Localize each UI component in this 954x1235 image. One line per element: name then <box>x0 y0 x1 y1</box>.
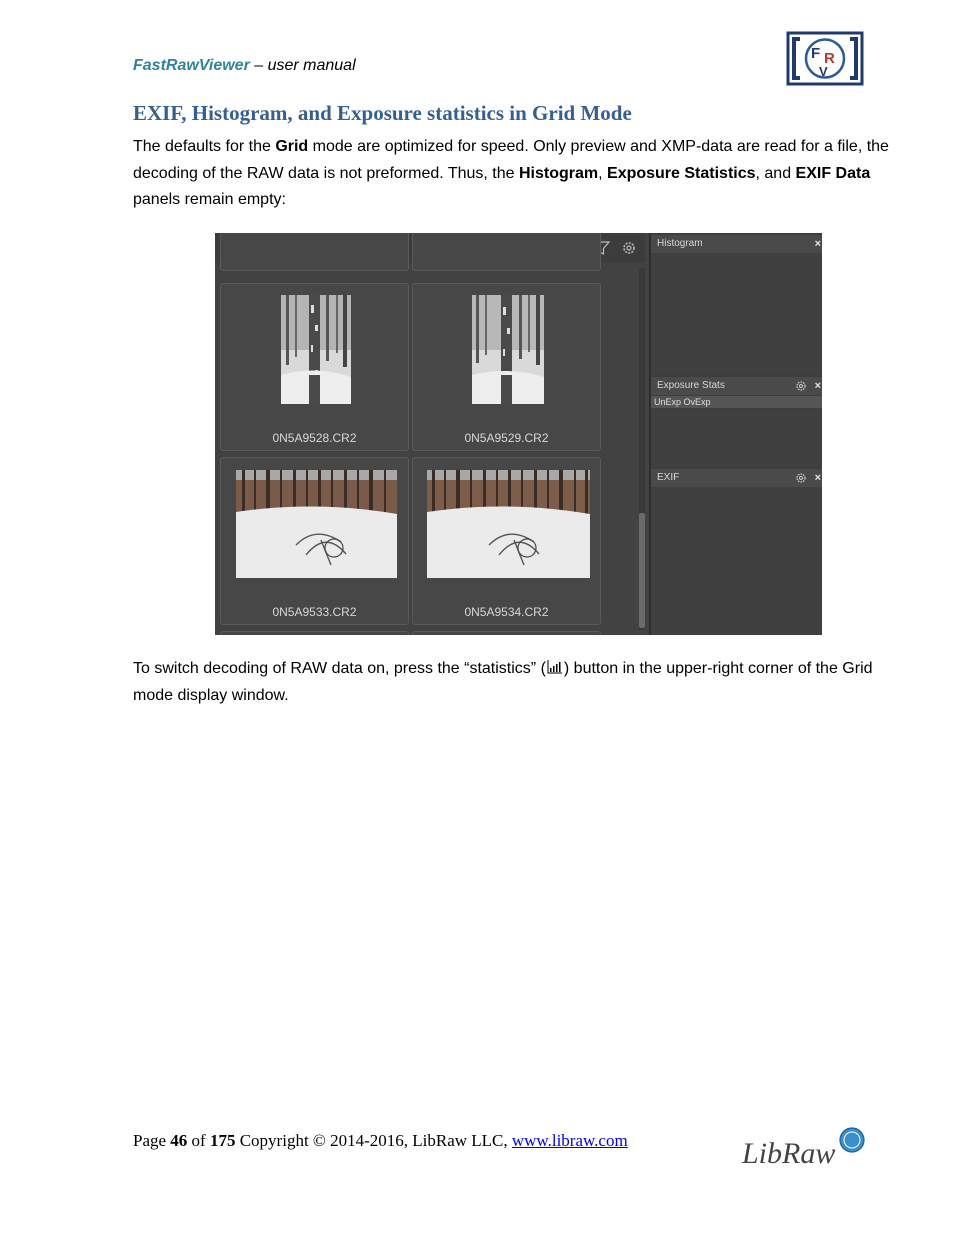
unexp-column: UnExp <box>654 397 682 407</box>
copyright-text: Copyright © 2014-2016, LibRaw LLC, <box>235 1131 512 1150</box>
text-run: of <box>187 1131 210 1150</box>
page-label: Page <box>133 1131 171 1150</box>
frv-logo <box>786 31 864 86</box>
text-run: , and <box>755 164 796 182</box>
thumbnail-snow-landscape <box>427 470 590 578</box>
bold-grid: Grid <box>275 138 309 155</box>
filename-label: 0N5A9533.CR2 <box>272 605 357 619</box>
close-icon[interactable]: × <box>814 238 821 250</box>
exposure-panel-title: Exposure Stats <box>657 380 725 391</box>
thumbnail-forest-vertical <box>281 295 351 404</box>
grid-cell-partial <box>220 233 409 271</box>
grid-cell[interactable] <box>412 457 601 625</box>
page-number: 46 <box>170 1131 188 1150</box>
libraw-logo <box>740 1125 868 1171</box>
bold-exposure-statistics: Exposure Statistics <box>607 164 756 182</box>
grid-cell-partial <box>412 233 601 271</box>
grid-cell[interactable] <box>220 283 409 451</box>
histogram-panel-title: Histogram <box>657 238 703 249</box>
bold-histogram: Histogram <box>519 164 599 182</box>
thumbnail-forest-vertical <box>472 295 544 404</box>
exposure-panel-body <box>651 409 822 467</box>
grid-cell[interactable] <box>412 283 601 451</box>
grid-scrollbar[interactable] <box>639 268 645 630</box>
exposure-panel-header <box>651 377 822 395</box>
side-panels <box>649 233 822 635</box>
instruction-paragraph <box>133 656 913 709</box>
filename-label: 0N5A9534.CR2 <box>464 605 549 619</box>
gear-icon[interactable] <box>795 472 807 484</box>
filename-label: 0N5A9529.CR2 <box>464 431 549 445</box>
gear-icon[interactable] <box>620 240 638 256</box>
document-header <box>133 57 356 75</box>
app-name: FastRawViewer <box>133 57 250 74</box>
header-suffix: – user manual <box>249 57 356 74</box>
libraw-logo-text: LibRaw <box>742 1137 836 1170</box>
text-run: mode are optimized for speed. Only preview and XMP-data are read for a file, the decoding of the RAW data is not preformed. Thus, the <box>133 138 889 182</box>
thumbnail-snow-landscape <box>236 470 397 578</box>
app-screenshot <box>215 233 822 635</box>
exif-panel-title: EXIF <box>657 472 680 483</box>
scrollbar-thumb[interactable] <box>639 513 645 628</box>
page-total: 175 <box>209 1131 236 1150</box>
statistics-icon <box>546 659 564 675</box>
logo-letter-v: V <box>819 64 828 79</box>
gear-icon[interactable] <box>795 380 807 392</box>
logo-letter-f: F <box>811 45 821 62</box>
exif-panel-body <box>651 487 822 635</box>
filename-label: 0N5A9528.CR2 <box>272 431 357 445</box>
text-run: panels remain empty: <box>133 191 286 208</box>
text-run: To switch decoding of RAW data on, press the “statistics” ( <box>133 660 546 677</box>
intro-paragraph <box>133 134 913 214</box>
section-heading: EXIF, Histogram, and Exposure statistics in Grid Mode <box>133 101 632 125</box>
close-icon[interactable]: × <box>814 472 821 484</box>
grid-cell[interactable] <box>220 457 409 625</box>
close-icon[interactable]: × <box>814 380 821 392</box>
website-link[interactable]: www.libraw.com <box>511 1131 628 1150</box>
page-footer <box>133 1131 628 1151</box>
grid-cell-partial <box>412 631 601 635</box>
ovexp-column: OvExp <box>683 397 711 407</box>
exif-panel-header <box>651 469 822 487</box>
exposure-columns-header <box>651 396 822 408</box>
histogram-panel-body <box>651 253 822 375</box>
text-run: The defaults for the <box>133 138 276 155</box>
logo-letter-r: R <box>824 50 835 67</box>
text-run: ) button in the upper-right corner of the Grid mode display window. <box>133 660 873 704</box>
grid-cell-partial <box>220 631 409 635</box>
text-run: , <box>598 164 608 182</box>
bold-exif-data: EXIF Data <box>795 164 871 182</box>
histogram-panel-header <box>651 235 822 253</box>
